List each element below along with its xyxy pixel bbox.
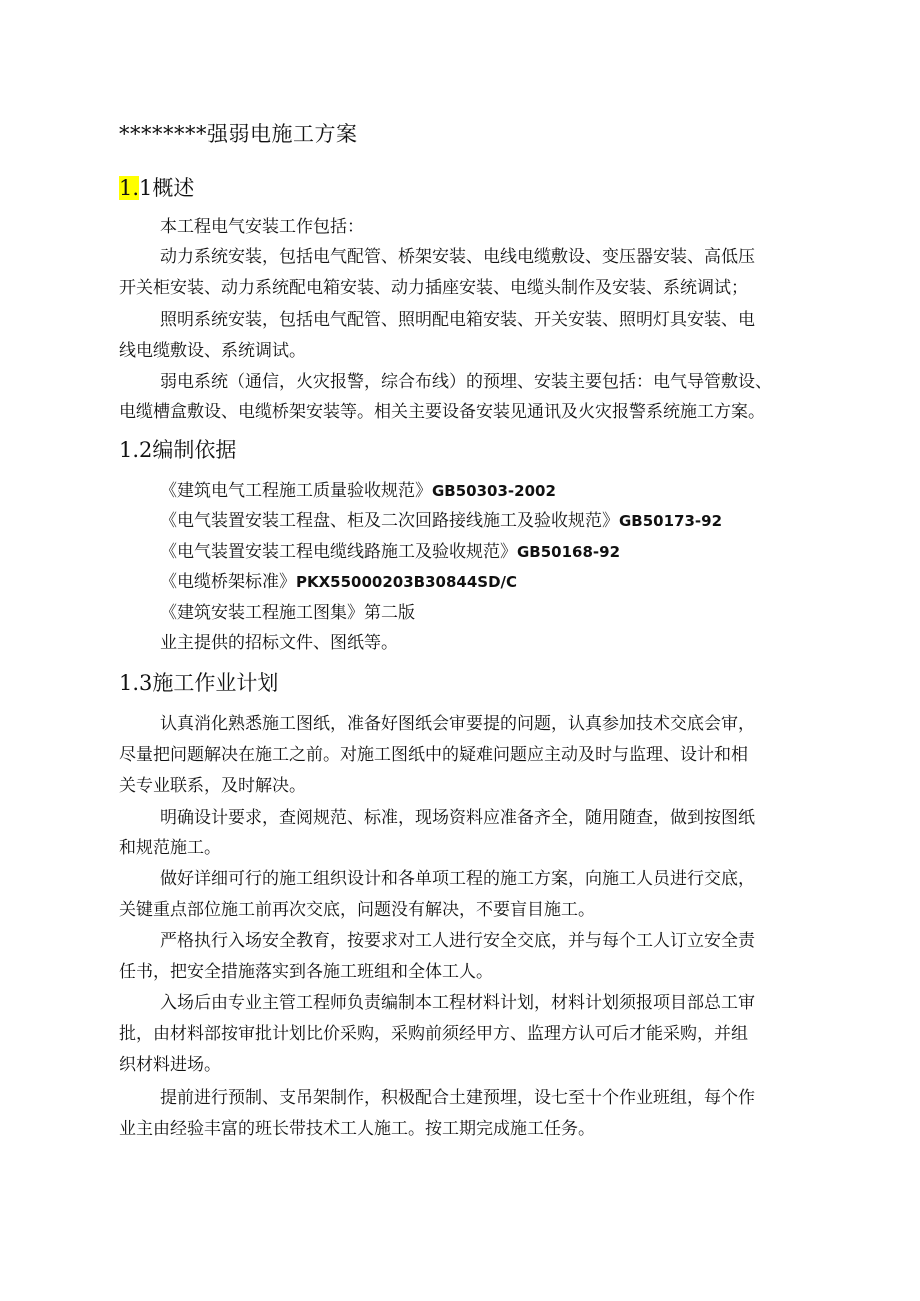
paragraph-line: 线电缆敷设、系统调试。 xyxy=(119,341,306,361)
document-title: ********强弱电施工方案 xyxy=(119,122,358,146)
paragraph-line: 认真消化熟悉施工图纸，准备好图纸会审要提的问题，认真参加技术交底会审， xyxy=(160,714,755,734)
paragraph-line: 和规范施工。 xyxy=(119,838,221,858)
paragraph-line: 任书，把安全措施落实到各施工班组和全体工人。 xyxy=(119,962,493,982)
paragraph-line: 开关柜安装、动力系统配电箱安装、动力插座安装、电缆头制作及安装、系统调试； xyxy=(119,278,748,298)
reference-title: 《建筑安装工程施工图集》第二版 xyxy=(160,603,415,623)
paragraph-line: 做好详细可行的施工组织设计和各单项工程的施工方案，向施工人员进行交底， xyxy=(160,869,755,889)
paragraph-line: 批，由材料部按审批计划比价采购，采购前须经甲方、监理方认可后才能采购，并组 xyxy=(119,1024,748,1044)
reference-item xyxy=(160,537,620,562)
paragraph-line: 电缆槽盒敷设、电缆桥架安装等。相关主要设备安装见通讯及火灾报警系统施工方案。 xyxy=(119,402,765,422)
paragraph-line: 弱电系统（通信，火灾报警，综合布线）的预埋、安装主要包括：电气导管敷设、 xyxy=(160,372,772,392)
paragraph-line: 本工程电气安装工作包括： xyxy=(160,217,364,237)
section-heading-1-3: 1.3施工作业计划 xyxy=(119,671,279,695)
section-heading-1-1 xyxy=(119,172,194,202)
section-subnumber: 1 xyxy=(139,176,153,200)
section-heading-1-2: 1.2编制依据 xyxy=(119,438,237,462)
highlighted-section-number: 1. xyxy=(119,176,140,200)
section-heading-text: 概述 xyxy=(152,176,195,200)
paragraph-line: 织材料进场。 xyxy=(119,1055,221,1075)
reference-title: 《电气装置安装工程电缆线路施工及验收规范》 xyxy=(160,542,517,562)
reference-item xyxy=(160,598,415,623)
reference-code: PKX55000203B30844SD/C xyxy=(296,573,518,591)
reference-title: 《电气装置安装工程盘、柜及二次回路接线施工及验收规范》 xyxy=(160,511,619,531)
reference-item xyxy=(160,567,517,592)
reference-code: GB50173-92 xyxy=(619,512,723,530)
reference-item xyxy=(160,506,722,531)
paragraph-line: 入场后由专业主管工程师负责编制本工程材料计划，材料计划须报项目部总工审 xyxy=(160,993,755,1013)
paragraph-line: 明确设计要求，查阅规范、标准，现场资料应准备齐全，随用随查，做到按图纸 xyxy=(160,808,755,828)
reference-title: 业主提供的招标文件、图纸等。 xyxy=(160,633,398,653)
paragraph-line: 尽量把问题解决在施工之前。对施工图纸中的疑难问题应主动及时与监理、设计和相 xyxy=(119,745,748,765)
paragraph-line: 关键重点部位施工前再次交底，问题没有解决，不要盲目施工。 xyxy=(119,900,595,920)
paragraph-line: 提前进行预制、支吊架制作，积极配合土建预埋，设七至十个作业班组，每个作 xyxy=(160,1088,755,1108)
reference-code: GB50168-92 xyxy=(517,543,621,561)
paragraph-line: 严格执行入场安全教育，按要求对工人进行安全交底，并与每个工人订立安全责 xyxy=(160,931,755,951)
paragraph-line: 业主由经验丰富的班长带技术工人施工。按工期完成施工任务。 xyxy=(119,1119,595,1139)
paragraph-line: 照明系统安装，包括电气配管、照明配电箱安装、开关安装、照明灯具安装、电 xyxy=(160,310,755,330)
reference-item xyxy=(160,476,556,501)
reference-title: 《建筑电气工程施工质量验收规范》 xyxy=(160,481,432,501)
paragraph-line: 动力系统安装，包括电气配管、桥架安装、电线电缆敷设、变压器安装、高低压 xyxy=(160,247,755,267)
reference-title: 《电缆桥架标准》 xyxy=(160,572,296,592)
reference-item xyxy=(160,628,398,653)
reference-code: GB50303-2002 xyxy=(432,482,556,500)
paragraph-line: 关专业联系，及时解决。 xyxy=(119,776,306,796)
